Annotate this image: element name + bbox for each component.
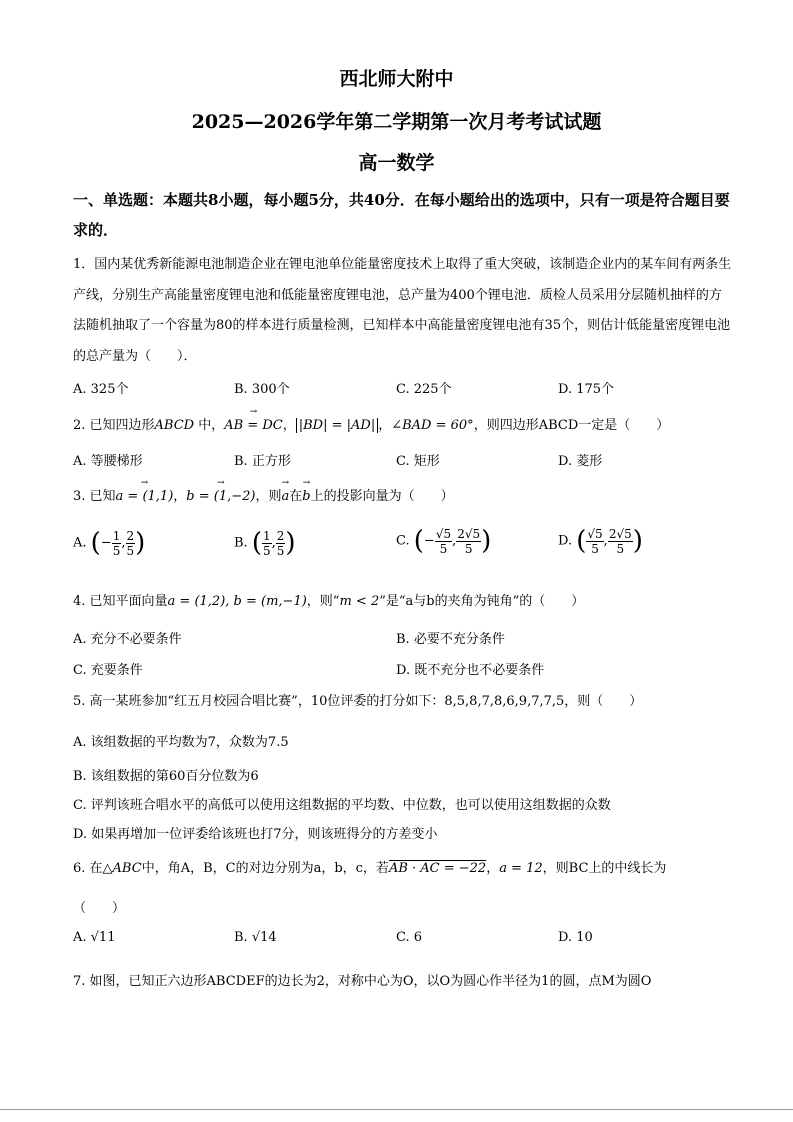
q2-option-b: B. 正方形 — [234, 454, 291, 469]
q5-option-a: A. 该组数据的平均数为7，众数为7.5 — [73, 735, 289, 750]
exam-title: 2025—2026学年第二学期第一次月考考试试题 — [191, 111, 602, 133]
q3-comma: ， — [173, 489, 187, 504]
q3-option-b: B. ( $\frac{1}{5}$ , $\frac{2}{5}$ ) — [234, 528, 296, 558]
q3-option-a: A. (− $\frac{1}{5}$ , $\frac{2}{5}$ ) — [73, 528, 146, 558]
q3-p3: 在 — [289, 489, 303, 504]
q3-d-den1: 5 — [591, 541, 599, 556]
section-heading: 一、单选题：本题共8小题，每小题5分，共40分．在每小题给出的选项中，只有一项是符合题目要求的． — [73, 191, 730, 239]
q4-option-a: A. 充分不必要条件 — [73, 632, 182, 647]
q6-option-b: B. √14 — [234, 930, 277, 945]
q3-d-den2: 5 — [616, 541, 625, 556]
q4-vector-eq: a = (1,2), b = (m,−1) — [167, 594, 307, 609]
q4-option-c: C. 充要条件 — [73, 663, 143, 678]
q3-c-den1: 5 — [439, 541, 448, 556]
q3-a-den2: 5 — [126, 543, 135, 558]
q3-b-comma: , — [271, 535, 276, 551]
q3-a: → a — [282, 489, 290, 504]
q4-p2: ，则“ — [306, 594, 340, 609]
question-5-text — [73, 690, 642, 709]
q2-angle-eq: ∠BAD = 60° — [391, 418, 474, 433]
school-name: 西北师大附中 — [339, 68, 454, 90]
q2-vector-eq: → AB = DC — [224, 418, 282, 433]
question-4-text — [73, 590, 584, 609]
q3-b-eq: → b = (1,−2) — [186, 489, 255, 504]
subject-title: 高一数学 — [358, 152, 435, 174]
q3-option-c: C. (− $\frac{√5}{5}$ , $\frac{2√5}{5}$ ) — [396, 526, 492, 556]
page-bottom-divider — [0, 1109, 793, 1110]
q6-option-d: D. 10 — [558, 930, 593, 945]
q3-a-num1: 1 — [112, 528, 121, 543]
q3-d-num1: √5 — [587, 526, 603, 541]
q4-label: 4. 已知平面向量 — [73, 594, 168, 609]
q6-paren: （ ） — [73, 901, 126, 916]
q2-sep1: ， — [282, 418, 296, 433]
q3-b: → b — [302, 489, 310, 504]
q2-sep2: ， — [378, 418, 392, 433]
q3-b-num2: 2 — [276, 528, 285, 543]
q4-condition: m < 2 — [339, 594, 380, 609]
q2-end: ，则四边形ABCD一定是（ ） — [473, 418, 670, 433]
q3-c-minus: − — [423, 533, 435, 549]
q3-a-minus: − — [100, 535, 112, 551]
q6-option-c: C. 6 — [396, 930, 423, 945]
q3-c-comma: , — [452, 533, 457, 549]
q5-option-c: C. 评判该班合唱水平的高低可以使用这组数据的平均数、中位数，也可以使用这组数据的众数 — [73, 798, 611, 813]
q6-label: 6. 在 — [73, 861, 103, 876]
q3-c-num1: √5 — [435, 526, 452, 541]
q5-scores: 8,5,8,7,8,6,9,7,7,5 — [444, 694, 565, 709]
q6-triangle: △ABC — [102, 861, 142, 876]
q6-p3: ， — [486, 861, 500, 876]
q4-option-d: D. 既不充分也不必要条件 — [396, 663, 545, 678]
q6-option-a: A. √11 — [73, 930, 116, 945]
q2-mid: 中， — [194, 418, 225, 433]
q2-option-a: A. 等腰梯形 — [73, 454, 143, 469]
q1-option-c: C. 225个 — [396, 382, 452, 397]
q6-dot-product: AB · AC = −22 — [388, 861, 487, 876]
q3-option-c-label: C. — [396, 533, 410, 549]
q3-d-comma: , — [603, 533, 608, 549]
q3-a-den1: 5 — [112, 543, 121, 558]
question-6-text — [73, 857, 666, 876]
q5-p2: ，则（ ） — [564, 694, 643, 709]
question-7-text: 7. 如图，已知正六边形ABCDEF的边长为2，对称中心为O，以O为圆心作半径为1的圆，点M为圆O — [73, 974, 652, 989]
q3-option-b-label: B. — [234, 535, 248, 551]
q6-p2: 中，角A，B，C的对边分别为a，b，c，若 — [141, 861, 389, 876]
q1-option-a: A. 325个 — [73, 382, 129, 397]
q6-a-eq: a = 12 — [499, 861, 543, 876]
q4-p3: ”是“a与b的夹角为钝角”的（ ） — [379, 594, 585, 609]
q3-option-d-label: D. — [558, 533, 573, 549]
q2-option-c: C. 矩形 — [396, 454, 440, 469]
q3-b-den1: 5 — [262, 543, 271, 558]
q2-quad: ABCD — [154, 418, 195, 433]
q3-option-d: D. ( $\frac{√5}{5}$ , $\frac{2√5}{5}$ ) — [558, 526, 643, 556]
q3-c-num2: 2√5 — [457, 526, 481, 541]
q2-option-d: D. 菱形 — [558, 454, 603, 469]
q2-label: 2. 已知四边形 — [73, 418, 155, 433]
question-3-text — [73, 485, 454, 504]
q3-p4: 上的投影向量为（ ） — [310, 489, 454, 504]
q1-option-d: D. 175个 — [558, 382, 615, 397]
q5-option-d: D. 如果再增加一位评委给该班也打7分，则该班得分的方差变小 — [73, 827, 438, 842]
q1-option-b: B. 300个 — [234, 382, 290, 397]
q6-p4: ，则BC上的中线长为 — [542, 861, 667, 876]
question-2-text — [73, 414, 669, 433]
q3-option-a-label: A. — [73, 535, 87, 551]
q4-option-b: B. 必要不充分条件 — [396, 632, 505, 647]
q2-magnitude-eq: |BD| = |AD| — [296, 418, 378, 433]
q3-a-eq: → a = (1,1) — [116, 489, 174, 504]
q3-b-num1: 1 — [262, 528, 271, 543]
q5-label: 5. 高一某班参加“红五月校园合唱比赛”，10位评委的打分如下： — [73, 694, 445, 709]
q3-d-num2: 2√5 — [608, 526, 632, 541]
q3-p2: ，则 — [255, 489, 282, 504]
q3-c-den2: 5 — [464, 541, 473, 556]
q5-option-b: B. 该组数据的第60百分位数为6 — [73, 769, 259, 784]
q3-a-comma: , — [121, 535, 126, 551]
q3-label: 3. 已知 — [73, 489, 116, 504]
question-1-text: 1．国内某优秀新能源电池制造企业在锂电池单位能量密度技术上取得了重大突破，该制造企业内的某车间有两条生产线，分别生产高能量密度锂电池和低能量密度锂电池，总产量为400个锂电池．质检人员采用分层随机抽样的方法随机抽取了一个容量为80的样本进行质量检测，已知样本中高能量密度锂电池有35个，则估计低能量密度锂电池的总产量为（ ）． — [73, 257, 732, 364]
q3-b-den2: 5 — [276, 543, 285, 558]
q3-a-num2: 2 — [126, 528, 135, 543]
